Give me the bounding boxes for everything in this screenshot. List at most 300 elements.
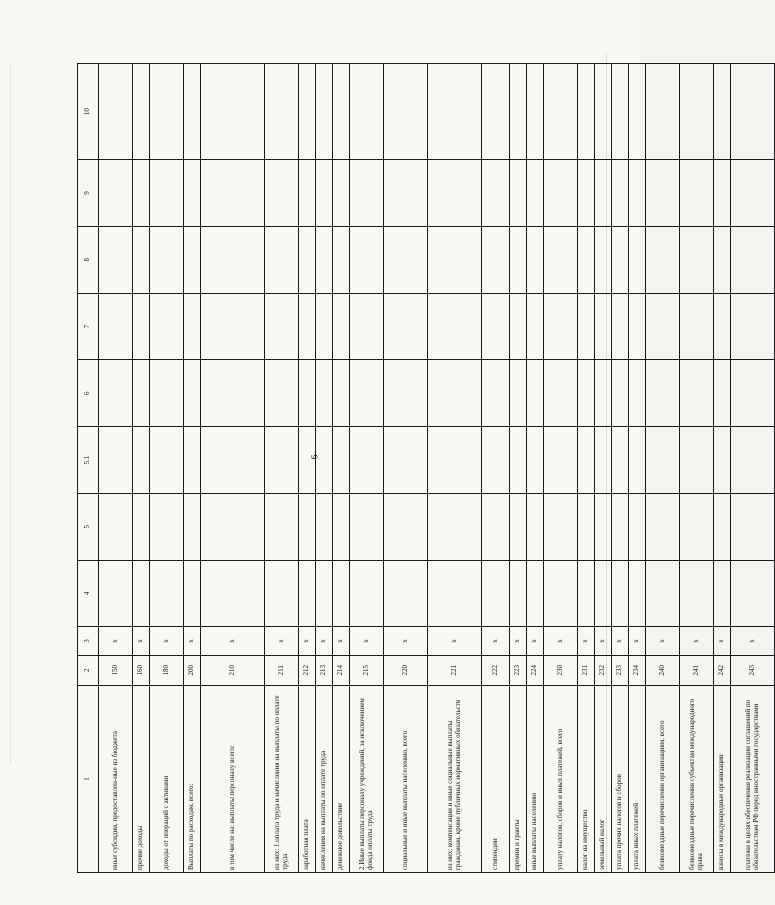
row-label: начисления на выплаты по оплате труда	[316, 685, 333, 872]
empty-cell	[350, 560, 384, 627]
empty-cell	[350, 427, 384, 494]
column-header: 7	[78, 293, 99, 360]
empty-cell	[646, 64, 680, 160]
empty-cell	[482, 160, 510, 227]
empty-cell	[714, 493, 731, 560]
row-label: земельный налог	[595, 685, 612, 872]
column-header: 9	[78, 160, 99, 227]
empty-cell	[482, 493, 510, 560]
empty-cell	[731, 64, 775, 160]
row-label: иные субсидии, предоставлен-ные из бюджета	[99, 685, 133, 872]
empty-cell	[612, 64, 629, 160]
empty-cell	[265, 427, 299, 494]
empty-cell	[527, 293, 544, 360]
table-row	[133, 64, 150, 873]
empty-cell	[350, 360, 384, 427]
empty-cell	[527, 64, 544, 160]
empty-cell	[99, 360, 133, 427]
empty-cell	[714, 226, 731, 293]
empty-cell	[201, 560, 265, 627]
empty-cell	[350, 226, 384, 293]
row-label: заработная плата	[299, 685, 316, 872]
empty-cell	[731, 160, 775, 227]
empty-cell	[612, 493, 629, 560]
row-label: налог на имущество	[578, 685, 595, 872]
empty-cell	[333, 226, 350, 293]
empty-cell	[731, 427, 775, 494]
empty-cell	[595, 293, 612, 360]
empty-cell	[428, 293, 482, 360]
empty-cell	[428, 360, 482, 427]
row-code: 215	[350, 655, 384, 685]
empty-cell	[680, 427, 714, 494]
row-code: 212	[299, 655, 316, 685]
row-mark: x	[265, 627, 299, 655]
empty-cell	[646, 560, 680, 627]
empty-cell	[99, 560, 133, 627]
empty-cell	[527, 493, 544, 560]
empty-cell	[384, 360, 428, 427]
empty-cell	[333, 493, 350, 560]
empty-cell	[316, 160, 333, 227]
empty-cell	[184, 427, 201, 494]
empty-cell	[299, 226, 316, 293]
empty-cell	[544, 360, 578, 427]
empty-cell	[544, 226, 578, 293]
empty-cell	[646, 160, 680, 227]
empty-cell	[384, 293, 428, 360]
empty-cell	[629, 226, 646, 293]
row-code: 220	[384, 655, 428, 685]
empty-cell	[595, 360, 612, 427]
empty-cell	[384, 427, 428, 494]
empty-cell	[99, 493, 133, 560]
empty-cell	[201, 64, 265, 160]
empty-cell	[299, 493, 316, 560]
empty-cell	[510, 360, 527, 427]
empty-cell	[428, 64, 482, 160]
empty-cell	[527, 160, 544, 227]
empty-cell	[595, 493, 612, 560]
empty-cell	[527, 360, 544, 427]
empty-cell	[428, 493, 482, 560]
empty-cell	[595, 64, 612, 160]
table-row	[629, 64, 646, 873]
row-mark: x	[184, 627, 201, 655]
empty-cell	[133, 293, 150, 360]
empty-cell	[299, 160, 316, 227]
empty-cell	[133, 493, 150, 560]
row-mark: x	[350, 627, 384, 655]
empty-cell	[544, 64, 578, 160]
empty-cell	[482, 560, 510, 627]
empty-cell	[578, 360, 595, 427]
row-mark: x	[578, 627, 595, 655]
empty-cell	[99, 427, 133, 494]
empty-cell	[265, 64, 299, 160]
empty-cell	[384, 493, 428, 560]
page-number: 6	[309, 454, 320, 460]
table-row	[578, 64, 595, 873]
table-row	[544, 64, 578, 873]
row-mark: x	[99, 627, 133, 655]
empty-cell	[133, 360, 150, 427]
empty-cell	[595, 427, 612, 494]
row-code: 223	[510, 655, 527, 685]
empty-cell	[680, 493, 714, 560]
empty-cell	[150, 493, 184, 560]
empty-cell	[612, 360, 629, 427]
row-code: 240	[646, 655, 680, 685]
empty-cell	[629, 493, 646, 560]
table-row	[731, 64, 775, 873]
empty-cell	[184, 293, 201, 360]
row-mark: x	[527, 627, 544, 655]
empty-cell	[544, 493, 578, 560]
row-label: Выплаты по расходам, всего:	[184, 685, 201, 872]
row-label: денежное довольствие	[333, 685, 350, 872]
row-mark: x	[384, 627, 428, 655]
empty-cell	[99, 293, 133, 360]
empty-cell	[714, 427, 731, 494]
empty-cell	[482, 360, 510, 427]
empty-cell	[184, 226, 201, 293]
empty-cell	[133, 64, 150, 160]
column-header: 3	[78, 627, 99, 655]
column-header: 8	[78, 226, 99, 293]
empty-cell	[201, 226, 265, 293]
row-code: 242	[714, 655, 731, 685]
empty-cell	[265, 293, 299, 360]
empty-cell	[680, 293, 714, 360]
empty-cell	[595, 226, 612, 293]
empty-cell	[428, 560, 482, 627]
empty-cell	[428, 160, 482, 227]
empty-cell	[265, 560, 299, 627]
row-mark: x	[646, 627, 680, 655]
empty-cell	[629, 560, 646, 627]
empty-cell	[714, 64, 731, 160]
table-body	[99, 64, 775, 873]
empty-cell	[350, 493, 384, 560]
empty-cell	[133, 560, 150, 627]
empty-cell	[646, 493, 680, 560]
row-label: социальные и иные выплаты населению, всего	[384, 685, 428, 872]
table-row	[428, 64, 482, 873]
empty-cell	[646, 226, 680, 293]
empty-cell	[299, 293, 316, 360]
table-row	[265, 64, 299, 873]
empty-cell	[714, 560, 731, 627]
empty-cell	[527, 427, 544, 494]
empty-cell	[316, 293, 333, 360]
empty-cell	[350, 64, 384, 160]
empty-cell	[578, 160, 595, 227]
empty-cell	[201, 427, 265, 494]
empty-cell	[578, 493, 595, 560]
row-mark: x	[201, 627, 265, 655]
table-row	[680, 64, 714, 873]
table-row	[350, 64, 384, 873]
empty-cell	[510, 293, 527, 360]
row-label: платежи в целях обеспечения реализации соглашений по обязательствам РФ перед иностранными государствами	[731, 685, 775, 872]
empty-cell	[578, 64, 595, 160]
row-code: 221	[428, 655, 482, 685]
empty-cell	[578, 293, 595, 360]
row-mark: x	[133, 627, 150, 655]
empty-cell	[150, 360, 184, 427]
row-code: 150	[99, 655, 133, 685]
empty-cell	[629, 160, 646, 227]
empty-cell	[731, 560, 775, 627]
empty-cell	[265, 493, 299, 560]
row-mark: x	[731, 627, 775, 655]
empty-cell	[680, 226, 714, 293]
row-code: 180	[150, 655, 184, 685]
table-header-row	[78, 64, 99, 873]
empty-cell	[510, 226, 527, 293]
empty-cell	[150, 226, 184, 293]
empty-cell	[544, 427, 578, 494]
empty-cell	[333, 293, 350, 360]
empty-cell	[731, 226, 775, 293]
empty-cell	[731, 493, 775, 560]
row-mark: x	[299, 627, 316, 655]
empty-cell	[150, 560, 184, 627]
empty-cell	[133, 226, 150, 293]
empty-cell	[680, 560, 714, 627]
empty-cell	[201, 293, 265, 360]
table-row	[316, 64, 333, 873]
column-header: 4	[78, 560, 99, 627]
empty-cell	[510, 64, 527, 160]
empty-cell	[646, 293, 680, 360]
row-mark: x	[482, 627, 510, 655]
column-header: 10	[78, 64, 99, 160]
empty-cell	[612, 160, 629, 227]
empty-cell	[482, 226, 510, 293]
empty-cell	[646, 360, 680, 427]
empty-cell	[510, 160, 527, 227]
row-mark: x	[612, 627, 629, 655]
empty-cell	[384, 226, 428, 293]
empty-cell	[544, 560, 578, 627]
table-row	[595, 64, 612, 873]
empty-cell	[265, 160, 299, 227]
empty-cell	[680, 360, 714, 427]
empty-cell	[482, 64, 510, 160]
table-row	[714, 64, 731, 873]
row-label: иные выплаты населению	[527, 685, 544, 872]
row-label: безвозмездные перечисления организациям, всего	[646, 685, 680, 872]
empty-cell	[150, 64, 184, 160]
table-row	[510, 64, 527, 873]
table-row	[201, 64, 265, 873]
empty-cell	[629, 427, 646, 494]
empty-cell	[265, 226, 299, 293]
row-code: 224	[527, 655, 544, 685]
empty-cell	[595, 560, 612, 627]
empty-cell	[629, 360, 646, 427]
empty-cell	[299, 560, 316, 627]
row-code: 200	[184, 655, 201, 685]
table-row	[646, 64, 680, 873]
empty-cell	[578, 560, 595, 627]
empty-cell	[612, 293, 629, 360]
empty-cell	[384, 160, 428, 227]
empty-cell	[510, 427, 527, 494]
column-header: 5.1	[78, 427, 99, 494]
table-row	[150, 64, 184, 873]
row-label: прочие доходы	[133, 685, 150, 872]
table-row	[299, 64, 316, 873]
table-row	[384, 64, 428, 873]
row-label: премии и гранты	[510, 685, 527, 872]
empty-cell	[428, 427, 482, 494]
empty-cell	[316, 360, 333, 427]
column-header: 2	[78, 655, 99, 685]
row-mark: x	[714, 627, 731, 655]
empty-cell	[578, 427, 595, 494]
row-mark: x	[510, 627, 527, 655]
row-label: из них: компенсации и иные социальные выплаты гражданам, кроме публичных нормативных обязательств	[428, 685, 482, 872]
financial-table	[77, 63, 775, 873]
empty-cell	[99, 64, 133, 160]
empty-cell	[299, 427, 316, 494]
table-row	[482, 64, 510, 873]
empty-cell	[714, 160, 731, 227]
row-code: 222	[482, 655, 510, 685]
empty-cell	[184, 560, 201, 627]
empty-cell	[184, 360, 201, 427]
column-header: 6	[78, 360, 99, 427]
row-code: 243	[731, 655, 775, 685]
empty-cell	[316, 427, 333, 494]
table-row	[333, 64, 350, 873]
row-label: стипендии	[482, 685, 510, 872]
empty-cell	[731, 293, 775, 360]
row-label: безвозмездные перечисления субъектам международного права	[680, 685, 714, 872]
empty-cell	[578, 226, 595, 293]
row-code: 231	[578, 655, 595, 685]
empty-cell	[629, 293, 646, 360]
table-row	[184, 64, 201, 873]
empty-cell	[714, 293, 731, 360]
empty-cell	[184, 160, 201, 227]
empty-cell	[333, 160, 350, 227]
empty-cell	[299, 64, 316, 160]
row-label: из них: 1.оплата труда и начисления на выплаты по оплате труда	[265, 685, 299, 872]
row-label: взносы в международные организации	[714, 685, 731, 872]
row-label: уплата иных платежей	[629, 685, 646, 872]
scan-edge-line	[10, 64, 11, 764]
empty-cell	[316, 226, 333, 293]
empty-cell	[99, 160, 133, 227]
row-code: 230	[544, 655, 578, 685]
table-row	[612, 64, 629, 873]
empty-cell	[133, 160, 150, 227]
row-code: 233	[612, 655, 629, 685]
empty-cell	[150, 160, 184, 227]
column-header: 1	[78, 685, 99, 872]
empty-cell	[265, 360, 299, 427]
row-code: 214	[333, 655, 350, 685]
empty-cell	[333, 360, 350, 427]
financial-table-container	[77, 63, 760, 873]
empty-cell	[133, 427, 150, 494]
empty-cell	[612, 226, 629, 293]
empty-cell	[384, 64, 428, 160]
row-code: 210	[201, 655, 265, 685]
empty-cell	[350, 160, 384, 227]
empty-cell	[150, 293, 184, 360]
empty-cell	[184, 493, 201, 560]
row-mark: x	[595, 627, 612, 655]
empty-cell	[612, 560, 629, 627]
empty-cell	[201, 360, 265, 427]
empty-cell	[299, 360, 316, 427]
row-label: в том числе на: выплаты персоналу всего:	[201, 685, 265, 872]
empty-cell	[595, 160, 612, 227]
empty-cell	[384, 560, 428, 627]
row-code: 232	[595, 655, 612, 685]
row-label: доходы от операций с активами	[150, 685, 184, 872]
empty-cell	[527, 560, 544, 627]
empty-cell	[510, 560, 527, 627]
empty-cell	[333, 427, 350, 494]
row-mark: x	[680, 627, 714, 655]
row-label: 2.Иные выплаты персоналу учреждений, за исключением фонда оплаты труда	[350, 685, 384, 872]
empty-cell	[333, 560, 350, 627]
row-mark: x	[629, 627, 646, 655]
row-mark: x	[150, 627, 184, 655]
row-code: 211	[265, 655, 299, 685]
row-label: уплата прочих налогов и сборов	[612, 685, 629, 872]
empty-cell	[316, 560, 333, 627]
table-row	[99, 64, 133, 873]
empty-cell	[316, 493, 333, 560]
empty-cell	[201, 160, 265, 227]
row-label: уплату налогов, сборов и иных платежей, всего	[544, 685, 578, 872]
row-mark: x	[316, 627, 333, 655]
empty-cell	[646, 427, 680, 494]
row-code: 234	[629, 655, 646, 685]
empty-cell	[680, 160, 714, 227]
row-mark: x	[333, 627, 350, 655]
empty-cell	[99, 226, 133, 293]
empty-cell	[612, 427, 629, 494]
empty-cell	[184, 64, 201, 160]
empty-cell	[544, 160, 578, 227]
row-mark: x	[544, 627, 578, 655]
empty-cell	[350, 293, 384, 360]
empty-cell	[428, 226, 482, 293]
empty-cell	[316, 64, 333, 160]
empty-cell	[680, 64, 714, 160]
empty-cell	[527, 226, 544, 293]
row-code: 160	[133, 655, 150, 685]
empty-cell	[714, 360, 731, 427]
empty-cell	[544, 293, 578, 360]
empty-cell	[510, 493, 527, 560]
row-code: 241	[680, 655, 714, 685]
empty-cell	[731, 360, 775, 427]
row-mark: x	[428, 627, 482, 655]
empty-cell	[150, 427, 184, 494]
row-code: 213	[316, 655, 333, 685]
column-header: 5	[78, 493, 99, 560]
empty-cell	[482, 427, 510, 494]
